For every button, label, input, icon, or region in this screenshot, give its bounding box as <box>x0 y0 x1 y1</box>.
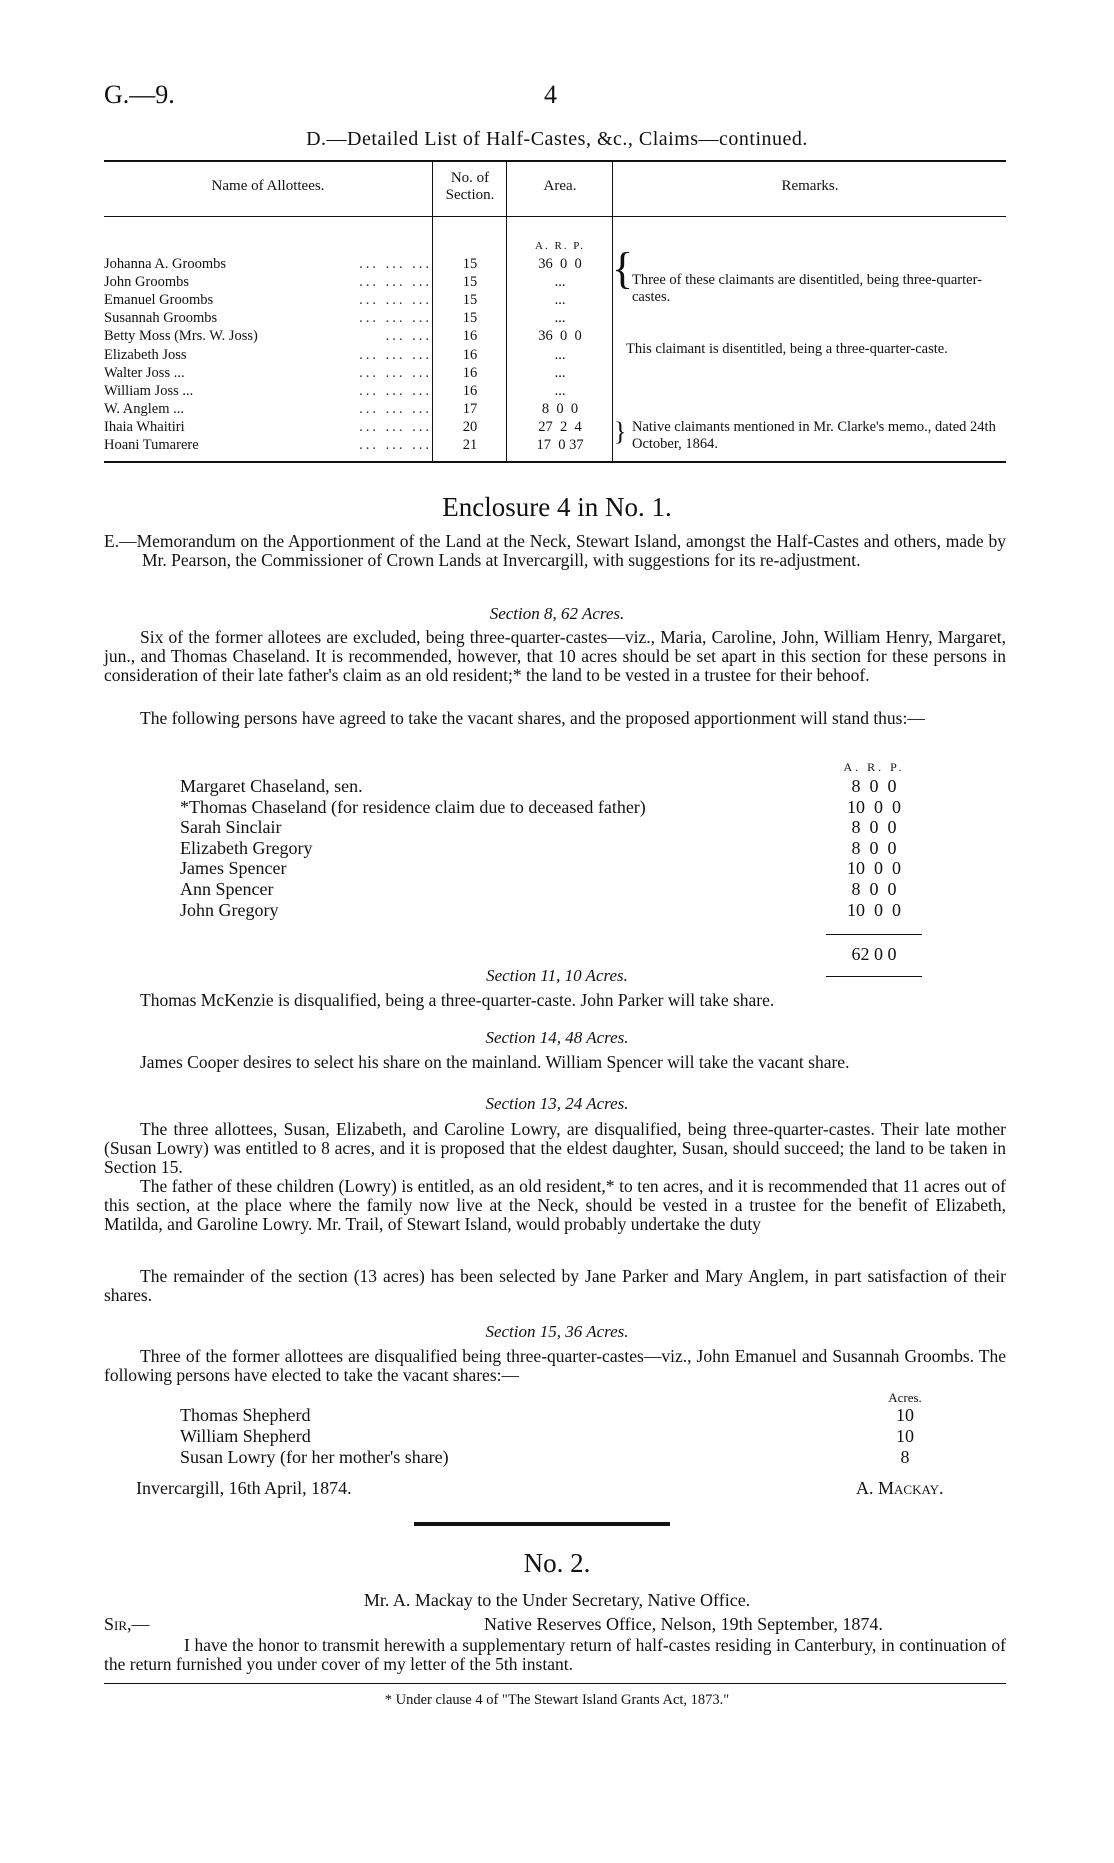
leader-dots: ... ... ... <box>359 256 432 272</box>
area-value: ... <box>554 310 566 327</box>
no-2-heading: Mr. A. Mackay to the Under Secretary, Native Office. <box>363 1590 751 1610</box>
share-acres: 10 <box>896 1405 914 1425</box>
section-8-para-1: Six of the former allotees are excluded, being three-quarter-castes—viz., Maria, Caroline, John, William Henry, Margaret, jun., and Thomas Chaseland. It is recommended, however, that 10 acres should be set apart in this section for these persons in consideration of their late father's claim as an old resident;* the land to be vested in a trustee for their behoof. <box>104 627 1006 685</box>
share-name: Susan Lowry (for her mother's share) <box>180 1447 449 1467</box>
allottee-name: Ihaia Whaitiri <box>104 418 185 435</box>
leader-dots: ... ... ... <box>359 437 432 453</box>
section-8-total-rule-top <box>826 934 922 935</box>
page-reference: G.—9. <box>104 80 175 109</box>
memo-heading: E.—Memorandum on the Apportionment of the Land at the Neck, Stewart Island, amongst the Half-Castes and others, made by Mr. Pearson, the Commissioner of Crown Lands at Invercargill, with suggestions for its re-adjustment. <box>104 531 1006 570</box>
signature-name: A. Mackay. <box>856 1478 944 1498</box>
area-value: ... <box>554 274 566 291</box>
leader-dots: ... ... ... <box>359 310 432 327</box>
apportionment-name: Sarah Sinclair <box>180 817 282 838</box>
allottee-name: Betty Moss (Mrs. W. Joss) <box>104 328 258 345</box>
section-number: 15 <box>462 274 478 291</box>
apportionment-value: 10 0 0 <box>847 796 901 817</box>
area-value: ... <box>554 292 566 309</box>
apportionment-name: Elizabeth Gregory <box>180 837 313 858</box>
table-header-rule <box>104 216 1006 217</box>
allottee-name: W. Anglem ... <box>104 400 185 417</box>
section-8-units: A. R. P. <box>843 760 905 774</box>
area-value: ... <box>554 346 566 363</box>
table-row <box>104 292 614 308</box>
table-row <box>104 310 614 326</box>
section-number: 20 <box>462 418 478 435</box>
table-row <box>104 383 614 399</box>
apportionment-name: *Thomas Chaseland (for residence claim due to deceased father) <box>180 796 646 817</box>
area-value: ... <box>554 364 566 381</box>
header-section: No. of Section. <box>445 170 495 203</box>
section-number: 16 <box>462 328 478 345</box>
letter-body: I have the honor to transmit herewith a supplementary return of half-castes residing in Canterbury, in continuation of the return furnished you under cover of my letter of the 5th instant. <box>104 1635 1006 1674</box>
section-8-heading: Section 8, 62 Acres. <box>489 604 625 623</box>
section-11-heading: Section 11, 10 Acres. <box>486 966 628 985</box>
section-number: 16 <box>462 382 478 399</box>
remark-3: Native claimants mentioned in Mr. Clarke's memo., dated 24th October, 1864. <box>632 419 996 452</box>
leader-dots: ... ... ... <box>359 274 432 291</box>
leader-dots: ... ... ... <box>359 418 432 435</box>
table-row <box>104 347 614 363</box>
apportionment-name: Ann Spencer <box>180 879 274 899</box>
leader-dots: ... ... ... <box>359 292 432 309</box>
footnote: * Under clause 4 of "The Stewart Island Grants Act, 1873." <box>384 1692 730 1708</box>
table-row <box>104 256 614 272</box>
page-number: 4 <box>544 80 557 109</box>
section-number: 17 <box>462 400 478 417</box>
share-name: Thomas Shepherd <box>180 1405 311 1425</box>
remark-1: Three of these claimants are disentitled, being three-quarter-castes. <box>632 272 982 305</box>
section-13-heading: Section 13, 24 Acres. <box>485 1094 629 1113</box>
section-13-para-1: The three allottees, Susan, Elizabeth, and Caroline Lowry, are disqualified, being three-quarter-castes. Their late mother (Susan Lowry) was entitled to 8 acres, and it is proposed that the eldest daughter, Susan, should succeed; the land to be taken in Section 15. <box>104 1119 1006 1177</box>
area-value: 17 0 37 <box>536 437 584 453</box>
table-row <box>104 401 614 417</box>
section-13-para-3: The remainder of the section (13 acres) has been selected by Jane Parker and Mary Anglem, in part satisfaction of their shares. <box>104 1266 1006 1305</box>
leader-dots: ... ... <box>385 328 432 345</box>
table-row <box>104 328 614 344</box>
section-number: 15 <box>462 310 478 327</box>
letter-place-date: Native Reserves Office, Nelson, 19th September, 1874. <box>484 1614 883 1634</box>
section-14-text: James Cooper desires to select his share on the mainland. William Spencer will take the vacant share. <box>140 1052 850 1072</box>
section-15-units: Acres. <box>888 1390 922 1405</box>
remark-brace-3: } <box>614 417 627 446</box>
header-name: Name of Allottees. <box>211 178 325 194</box>
table-row <box>104 274 614 290</box>
table-bottom-rule <box>104 461 1006 463</box>
enclosure-title: Enclosure 4 in No. 1. <box>442 492 672 522</box>
section-11-text: Thomas McKenzie is disqualified, being a three-quarter-caste. John Parker will take share. <box>140 990 775 1010</box>
allottee-name: Johanna A. Groombs <box>104 256 227 272</box>
allottee-name: Emanuel Groombs <box>104 292 214 309</box>
leader-dots: ... ... ... <box>359 382 432 399</box>
apportionment-value: 8 0 0 <box>851 776 897 796</box>
allottee-name: Susannah Groombs <box>104 310 218 327</box>
apportionment-name: James Spencer <box>180 858 287 879</box>
area-value: 36 0 0 <box>538 256 582 272</box>
table-title: D.—Detailed List of Half-Castes, &c., Claims—continued. <box>306 128 808 150</box>
apportionment-value: 8 0 0 <box>851 817 897 838</box>
allottee-name: Elizabeth Joss <box>104 346 187 363</box>
area-value: 8 0 0 <box>541 400 579 417</box>
section-8-total: 62 0 0 <box>851 944 897 964</box>
header-remarks: Remarks. <box>781 178 839 194</box>
section-number: 21 <box>462 437 478 453</box>
section-number: 16 <box>462 346 478 363</box>
section-number: 16 <box>462 364 478 381</box>
leader-dots: ... ... ... <box>359 400 432 417</box>
apportionment-value: 10 0 0 <box>847 858 901 879</box>
share-acres: 8 <box>900 1447 910 1467</box>
area-value: ... <box>554 382 566 399</box>
no-2-title: No. 2. <box>523 1548 591 1578</box>
remark-2: This claimant is disentitled, being a three-quarter-caste. <box>626 341 948 357</box>
table-row <box>104 365 614 381</box>
table-top-rule <box>104 160 1006 162</box>
area-value: 36 0 0 <box>538 328 582 345</box>
table-row <box>104 437 614 453</box>
allottee-name: Walter Joss ... <box>104 364 185 381</box>
apportionment-value: 10 0 0 <box>847 899 901 920</box>
salutation: Sir,— <box>104 1614 150 1634</box>
leader-dots: ... ... ... <box>359 364 432 381</box>
section-separator <box>414 1522 670 1526</box>
remark-brace-1: { <box>612 244 634 293</box>
footnote-rule <box>104 1683 1006 1684</box>
allottee-name: William Joss ... <box>104 382 194 399</box>
section-15-para: Three of the former allottees are disqualified being three-quarter-castes—viz., John Emanuel and Susannah Groombs. The following persons have elected to take the vacant shares:— <box>104 1346 1006 1385</box>
apportionment-name: John Gregory <box>180 899 279 920</box>
share-acres: 10 <box>896 1426 914 1446</box>
leader-dots: ... ... ... <box>359 346 432 363</box>
section-15-heading: Section 15, 36 Acres. <box>485 1322 629 1341</box>
header-area: Area. <box>543 178 577 194</box>
signature-place: Invercargill, 16th April, 1874. <box>136 1478 352 1498</box>
section-number: 15 <box>462 256 478 272</box>
apportionment-value: 8 0 0 <box>851 879 897 899</box>
section-8-para-2: The following persons have agreed to take the vacant shares, and the proposed apportionment will stand thus:— <box>140 708 925 728</box>
section-number: 15 <box>462 292 478 309</box>
apportionment-name: Margaret Chaseland, sen. <box>180 776 363 796</box>
apportionment-value: 8 0 0 <box>851 837 897 858</box>
allottee-name: Hoani Tumarere <box>104 437 199 453</box>
area-value: 27 2 4 <box>538 418 582 435</box>
allottee-name: John Groombs <box>104 274 189 291</box>
section-13-para-2: The father of these children (Lowry) is entitled, as an old resident,* to ten acres, and it is recommended that 11 acres out of this section, at the place where the family now live at the Neck, should be vested in a trustee for the benefit of Elizabeth, Matilda, and Garoline Lowry. Mr. Trail, of Stewart Island, would probably undertake the duty <box>104 1176 1006 1234</box>
share-name: William Shepherd <box>180 1426 311 1446</box>
section-14-heading: Section 14, 48 Acres. <box>485 1028 629 1047</box>
area-units: A. R. P. <box>535 240 585 252</box>
table-row <box>104 419 614 435</box>
